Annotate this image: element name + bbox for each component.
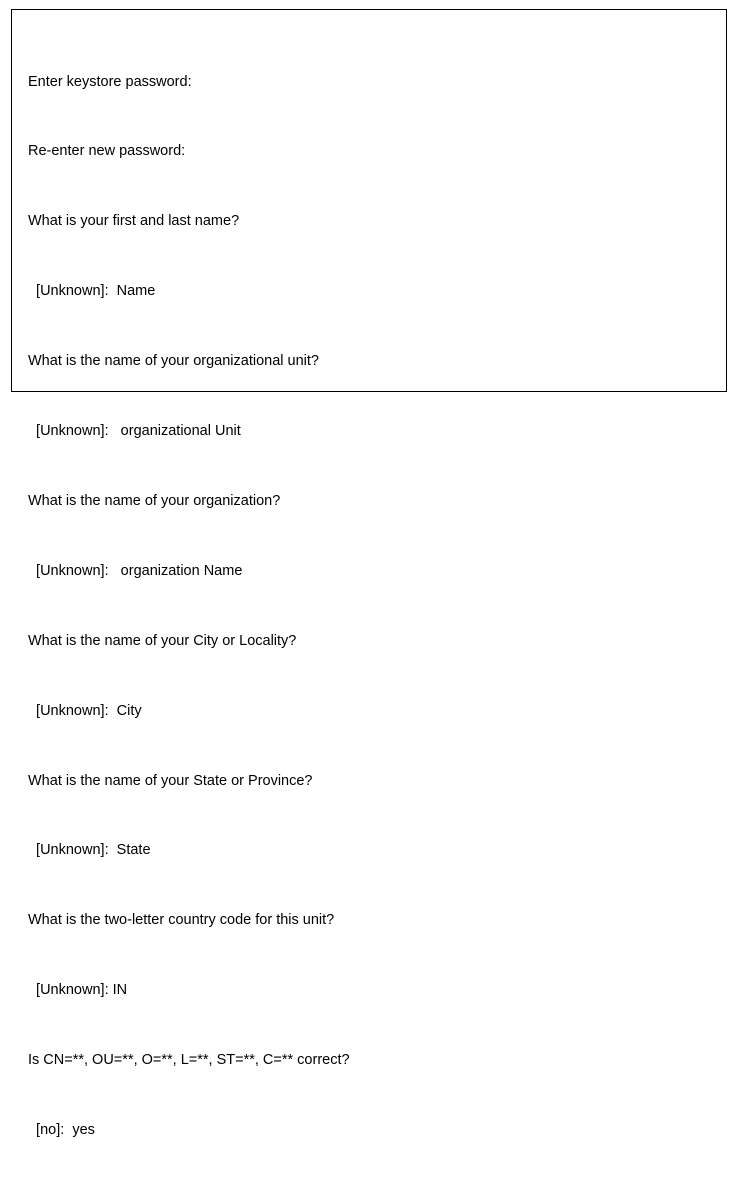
console-line: What is the two-letter country code for this unit?: [28, 912, 335, 929]
console-line: Re-enter new password:: [28, 143, 186, 160]
console-line: What is the name of your organizational unit?: [28, 353, 319, 370]
console-line: Is CN=**, OU=**, O=**, L=**, ST=**, C=** correct?: [28, 1052, 350, 1069]
console-line: [Unknown]: Name: [28, 283, 156, 300]
console-line: What is the name of your State or Province?: [28, 772, 313, 789]
console-window: [11, 9, 727, 1138]
console-output[interactable]: [12, 10, 726, 1189]
console-line: [Unknown]: organization Name: [28, 562, 243, 579]
console-line: [Unknown]: IN: [28, 982, 128, 999]
console-line: [Unknown]: organizational Unit: [28, 423, 241, 440]
console-line: [Unknown]: City: [28, 702, 142, 719]
console-line: [no]: yes: [28, 1121, 95, 1138]
console-line: Enter keystore password:: [28, 73, 192, 90]
console-line: [Unknown]: State: [28, 842, 151, 859]
console-line: What is the name of your City or Locality?: [28, 632, 297, 649]
console-line: What is the name of your organization?: [28, 492, 281, 509]
console-line: What is your first and last name?: [28, 213, 240, 230]
